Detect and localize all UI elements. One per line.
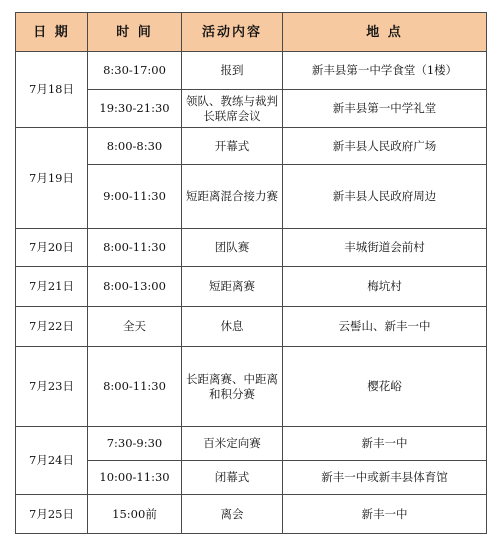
- time-cell: 8:00-13:00: [88, 267, 182, 307]
- place-cell: 新丰县人民政府广场: [283, 128, 487, 165]
- place-cell: 云髻山、新丰一中: [283, 307, 487, 347]
- activity-cell: 离会: [182, 495, 283, 534]
- place-cell: 新丰一中: [283, 427, 487, 461]
- watermark-fade: [414, 509, 440, 521]
- time-cell: 7:30-9:30: [88, 427, 182, 461]
- header-time: 时 间: [88, 13, 182, 52]
- place-cell: 樱花峪: [283, 347, 487, 427]
- activity-cell: 领队、教练与裁判长联席会议: [182, 90, 283, 128]
- date-cell: 7月25日: [16, 495, 88, 534]
- date-cell: 7月22日: [16, 307, 88, 347]
- date-cell: 7月21日: [16, 267, 88, 307]
- activity-cell: 团队赛: [182, 229, 283, 267]
- time-cell: 8:30-17:00: [88, 52, 182, 90]
- time-cell: 8:00-11:30: [88, 347, 182, 427]
- activity-cell: 闭幕式: [182, 461, 283, 495]
- date-cell: 7月24日: [16, 427, 88, 495]
- table-row: [16, 128, 487, 165]
- time-cell: 8:00-11:30: [88, 229, 182, 267]
- table-row: [16, 229, 487, 267]
- place-cell: 新丰一中: [283, 495, 487, 534]
- time-cell: 全天: [88, 307, 182, 347]
- date-cell: 7月18日: [16, 52, 88, 128]
- date-cell: 7月20日: [16, 229, 88, 267]
- activity-cell: 长距离赛、中距离和积分赛: [182, 347, 283, 427]
- time-cell: 19:30-21:30: [88, 90, 182, 128]
- schedule-table: [15, 12, 487, 534]
- time-cell: 15:00前: [88, 495, 182, 534]
- place-cell: 梅坑村: [283, 267, 487, 307]
- table-row: [16, 307, 487, 347]
- header-row: [16, 13, 487, 52]
- activity-cell: 开幕式: [182, 128, 283, 165]
- table-row: [16, 52, 487, 90]
- place-cell: 新丰县人民政府周边: [283, 165, 487, 229]
- place-cell: 新丰一中或新丰县体育馆: [283, 461, 487, 495]
- time-cell: 10:00-11:30: [88, 461, 182, 495]
- table-row: [16, 347, 487, 427]
- place-cell: 丰城街道会前村: [283, 229, 487, 267]
- activity-cell: 休息: [182, 307, 283, 347]
- header-activity: 活动内容: [182, 13, 283, 52]
- activity-cell: 报到: [182, 52, 283, 90]
- table-row: [16, 427, 487, 461]
- header-place: 地 点: [283, 13, 487, 52]
- date-cell: 7月19日: [16, 128, 88, 229]
- place-cell: 新丰县第一中学礼堂: [283, 90, 487, 128]
- date-cell: 7月23日: [16, 347, 88, 427]
- header-date: 日 期: [16, 13, 88, 52]
- activity-cell: 短距离混合接力赛: [182, 165, 283, 229]
- table-row: [16, 267, 487, 307]
- time-cell: 8:00-8:30: [88, 128, 182, 165]
- activity-cell: 百米定向赛: [182, 427, 283, 461]
- place-cell: 新丰县第一中学食堂（1楼）: [283, 52, 487, 90]
- time-cell: 9:00-11:30: [88, 165, 182, 229]
- activity-cell: 短距离赛: [182, 267, 283, 307]
